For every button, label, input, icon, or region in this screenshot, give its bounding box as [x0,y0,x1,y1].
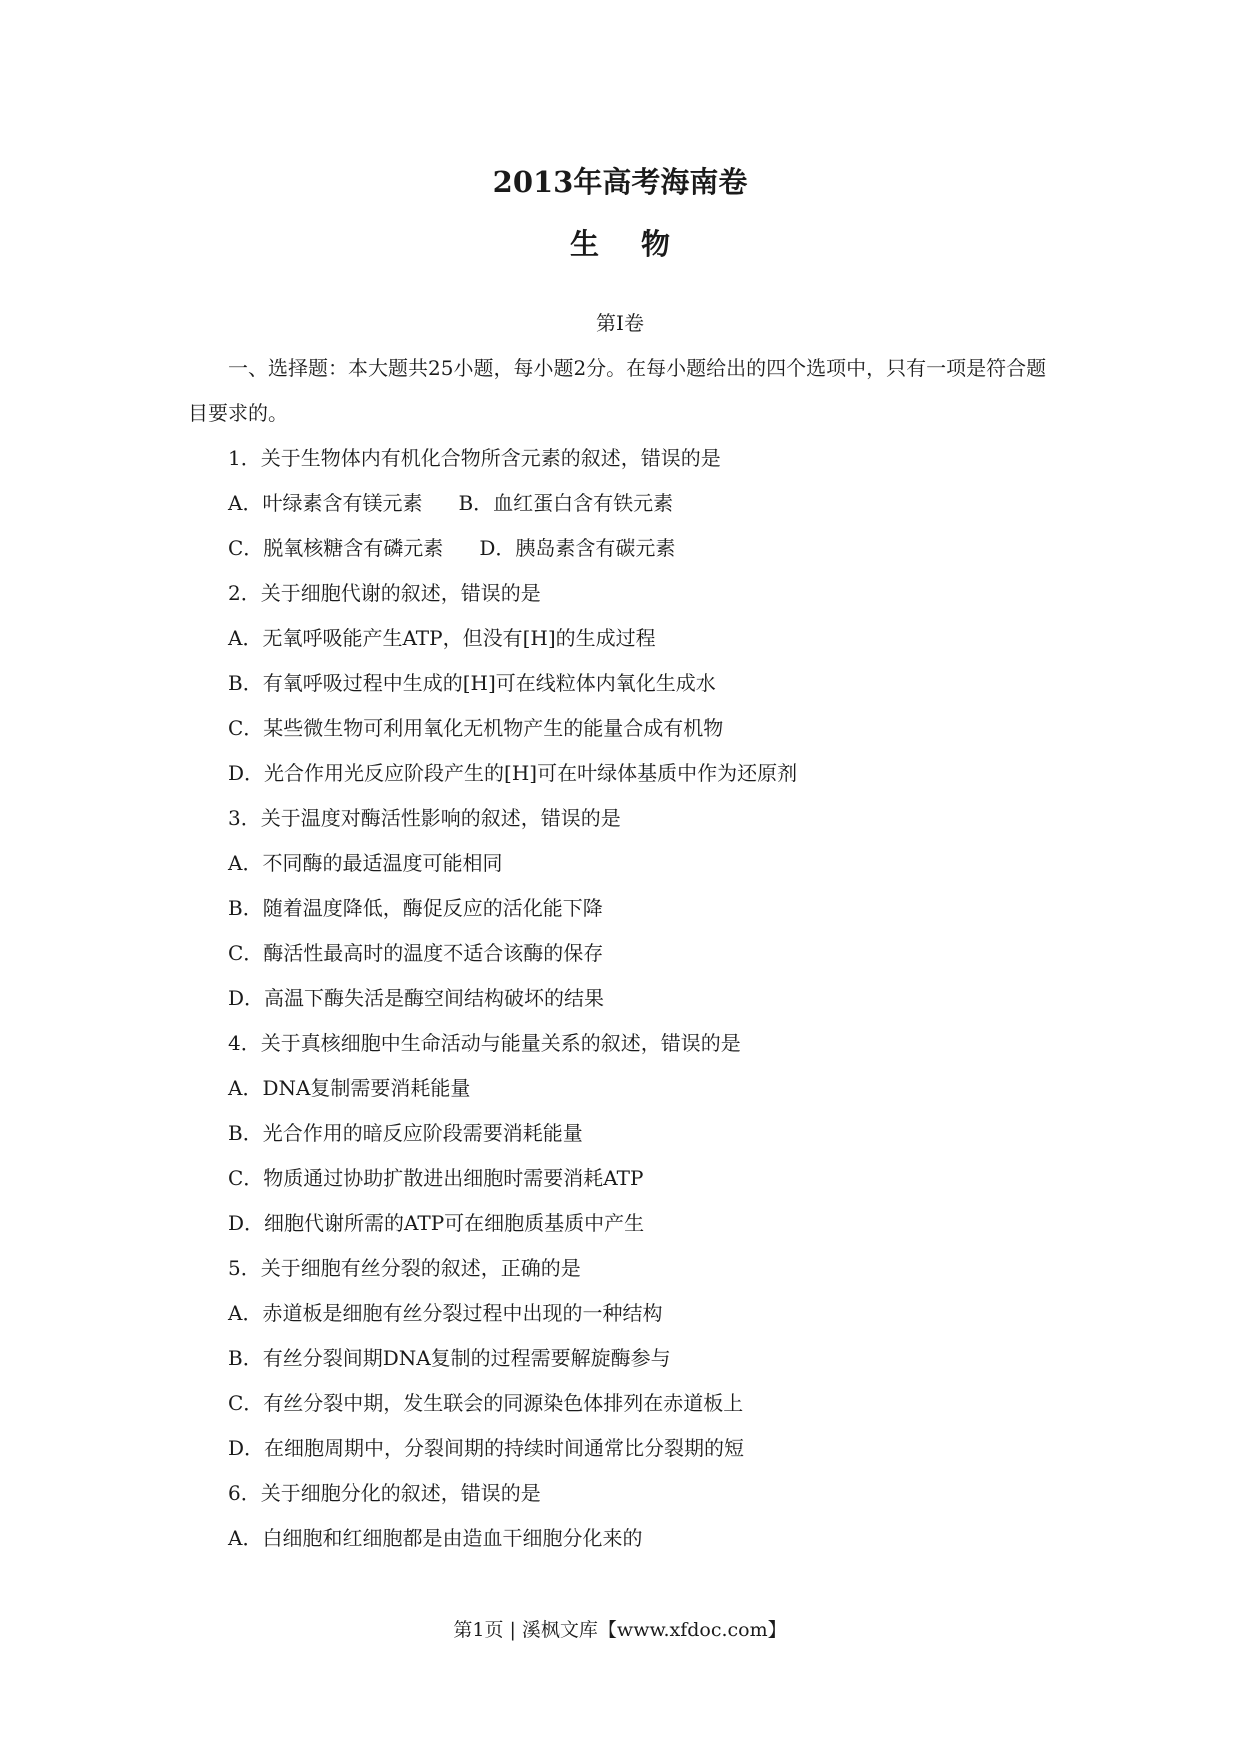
option-line: A．无氧呼吸能产生ATP，但没有[H]的生成过程 [228,626,656,650]
option-line: C．物质通过协助扩散进出细胞时需要消耗ATP [228,1166,644,1190]
subject-char-1: 生 [569,227,599,261]
subject-char-2: 物 [641,227,671,261]
option-line: B．光合作用的暗反应阶段需要消耗能量 [228,1121,583,1145]
option-line: C．有丝分裂中期，发生联会的同源染色体排列在赤道板上 [228,1391,744,1415]
instructions-paragraph: 一、选择题：本大题共25小题，每小题2分。在每小题给出的四个选项中，只有一项是符合题目要求的。 [188,356,1047,425]
option-text: D．胰岛素含有碳元素 [479,536,676,560]
option-line: D．高温下酶失活是酶空间结构破坏的结果 [228,986,605,1010]
option-line: B．有丝分裂间期DNA复制的过程需要解旋酶参与 [228,1346,671,1370]
option-line: C．酶活性最高时的温度不适合该酶的保存 [228,941,604,965]
option-line: B．有氧呼吸过程中生成的[H]可在线粒体内氧化生成水 [228,671,716,695]
page-footer: 第1页 | 溪枫文库【www.xfdoc.com】 [453,1619,787,1641]
option-line: B．随着温度降低，酶促反应的活化能下降 [228,896,603,920]
option-line: A．不同酶的最适温度可能相同 [228,851,503,875]
section-heading: 第I卷 [596,311,644,335]
option-line: A．赤道板是细胞有丝分裂过程中出现的一种结构 [228,1301,663,1325]
option-line: C．某些微生物可利用氧化无机物产生的能量合成有机物 [228,716,724,740]
option-text: A．叶绿素含有镁元素 [228,491,423,515]
option-text: C．脱氧核糖含有磷元素 [228,536,444,560]
option-text: B．血红蛋白含有铁元素 [458,491,674,515]
option-row [228,526,797,571]
question-list [228,436,797,1561]
option-row [228,481,797,526]
option-line: D．细胞代谢所需的ATP可在细胞质基质中产生 [228,1211,645,1235]
option-line: A．DNA复制需要消耗能量 [228,1076,471,1100]
option-line: D．光合作用光反应阶段产生的[H]可在叶绿体基质中作为还原剂 [228,761,798,785]
question-line: 2．关于细胞代谢的叙述，错误的是 [228,581,541,605]
question-line: 3．关于温度对酶活性影响的叙述，错误的是 [228,806,621,830]
question-line: 1．关于生物体内有机化合物所含元素的叙述，错误的是 [228,446,721,470]
question-line: 6．关于细胞分化的叙述，错误的是 [228,1481,541,1505]
option-line: A．白细胞和红细胞都是由造血干细胞分化来的 [228,1526,643,1550]
subject-heading [0,222,1240,263]
exam-title: 2013年高考海南卷 [492,165,748,199]
question-line: 4．关于真核细胞中生命活动与能量关系的叙述，错误的是 [228,1031,741,1055]
question-line: 5．关于细胞有丝分裂的叙述，正确的是 [228,1256,581,1280]
option-line: D．在细胞周期中，分裂间期的持续时间通常比分裂期的短 [228,1436,745,1460]
